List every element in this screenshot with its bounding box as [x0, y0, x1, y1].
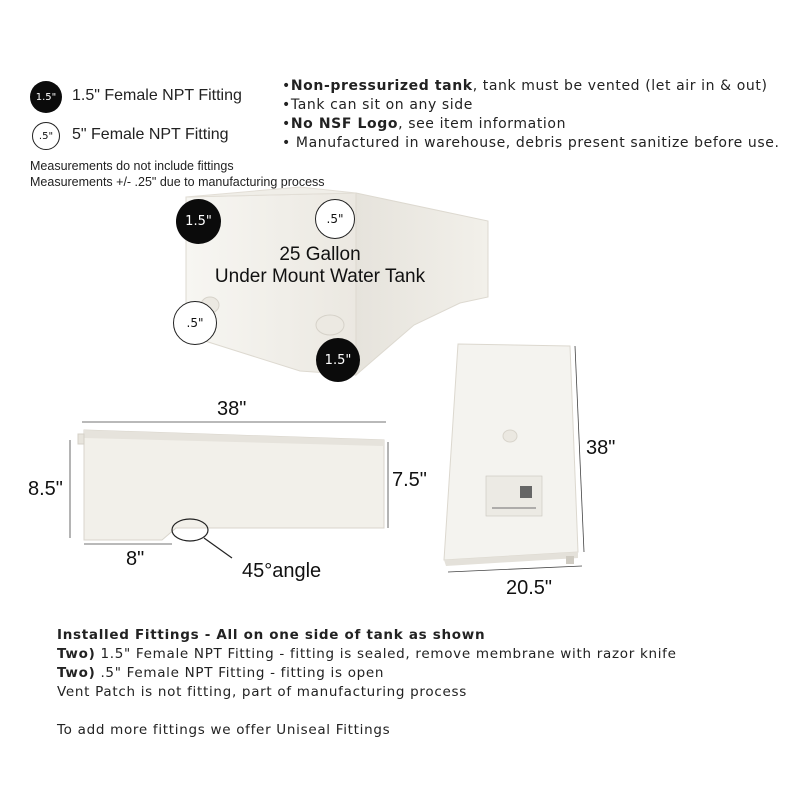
legend-black-badge-label: 1.5" [35, 91, 57, 103]
side-view-drawing [0, 410, 440, 590]
angle-label: 45°angle [242, 560, 322, 582]
footer-line-1-text: 1.5" Female NPT Fitting - fitting is sealed, remove membrane with razor knife [95, 646, 677, 662]
side-height-left-label: 8.5" [28, 478, 63, 500]
tank-badge-05-left [173, 301, 217, 345]
note-fittings: Measurements do not include fittings [30, 159, 234, 173]
tank-badge-1-5-bottom [316, 338, 360, 382]
bullet-3-text: , see item information [398, 116, 567, 132]
side-tank-fitting [78, 434, 84, 444]
end-tank-fitting [566, 556, 574, 564]
side-length-label: 38" [217, 398, 247, 420]
bullet-2-text: Tank can sit on any side [290, 97, 473, 113]
bullet-1-text: , tank must be vented (let air in & out) [472, 78, 768, 94]
side-tank-body [84, 430, 384, 540]
end-tank-body [444, 344, 578, 560]
legend-white-badge [32, 122, 60, 150]
bullet-4: • Manufactured in warehouse, debris present sanitize before use. [282, 135, 780, 151]
tank-title [190, 244, 450, 288]
tank-badge-1-5-top-label: 1.5" [185, 214, 212, 229]
footer-line-2-bold: Two) [57, 665, 96, 681]
legend-black-badge [30, 81, 62, 113]
end-tank-logo [520, 486, 532, 498]
bullet-1-bold: Non-pressurized tank [290, 78, 473, 94]
footer-line-2-text: .5" Female NPT Fitting - fitting is open [95, 665, 385, 681]
end-width-label: 20.5" [506, 577, 553, 599]
side-height-right-label: 7.5" [392, 469, 427, 491]
bullet-4-text: Manufactured in warehouse, debris present sanitize before use. [290, 135, 780, 151]
footer-heading [57, 627, 485, 643]
end-tank-bump [503, 430, 517, 442]
footer-line-4: To add more fittings we offer Uniseal Fittings [57, 722, 391, 738]
end-height-label: 38" [586, 437, 616, 459]
bullet-1: •Non-pressurized tank, tank must be vented (let air in & out) [282, 78, 768, 94]
end-tank-label-patch [486, 476, 542, 516]
tank-badge-05-top [315, 199, 355, 239]
tank-badge-05-left-label: .5" [186, 316, 204, 330]
tank-badge-1-5-top [176, 199, 221, 244]
tank-badge-05-top-label: .5" [326, 212, 344, 226]
end-width-dim-line [448, 566, 582, 572]
end-view-drawing [430, 340, 600, 580]
legend-black-label: 1.5" Female NPT Fitting [72, 87, 242, 104]
bullet-3: •No NSF Logo, see item information [282, 116, 567, 132]
footer-line-2 [57, 665, 384, 681]
angle-leader-line [204, 538, 232, 558]
side-cut-length-label: 8" [126, 548, 145, 570]
footer-heading-text: Installed Fittings - All on one side of tank as shown [57, 627, 486, 643]
note-tolerance: Measurements +/- .25" due to manufacturing process [30, 175, 325, 189]
bullet-2: •Tank can sit on any side [282, 97, 473, 113]
tank-title-line2: Under Mount Water Tank [214, 266, 426, 287]
bullet-3-bold: No NSF Logo [290, 116, 399, 132]
footer-line-1-bold: Two) [57, 646, 96, 662]
footer-line-3: Vent Patch is not fitting, part of manufacturing process [57, 684, 467, 700]
footer-line-1 [57, 646, 677, 662]
tank-fitting-bump [316, 315, 344, 335]
legend-white-label: 5" Female NPT Fitting [72, 126, 229, 143]
tank-badge-1-5-bottom-label: 1.5" [324, 352, 352, 368]
legend-white-badge-label: .5" [38, 130, 54, 142]
tank-title-line1: 25 Gallon [279, 244, 361, 265]
